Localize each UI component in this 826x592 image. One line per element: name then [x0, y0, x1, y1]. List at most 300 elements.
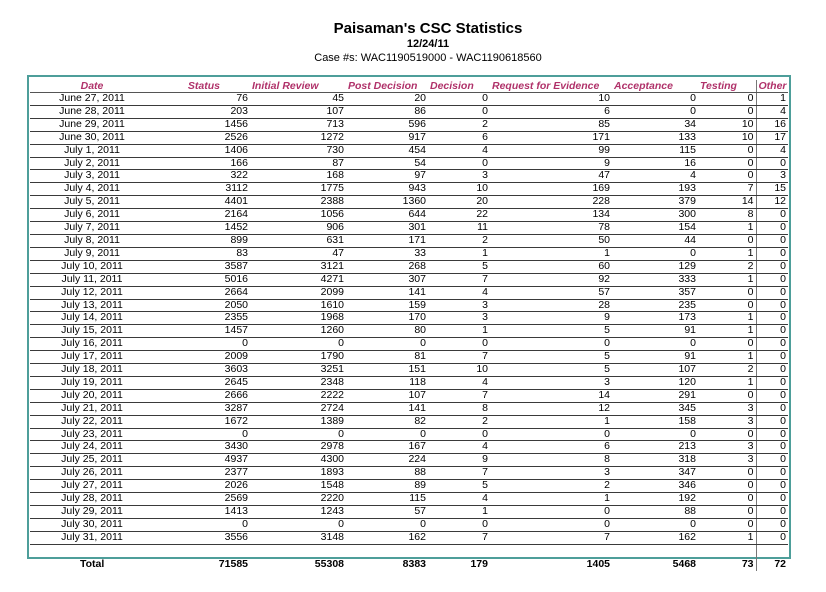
cell-date: July 26, 2011 [30, 467, 154, 480]
cell-date: July 19, 2011 [30, 376, 154, 389]
cell-status: 899 [154, 234, 250, 247]
cell-status: 0 [154, 428, 250, 441]
cell-testing: 0 [698, 299, 756, 312]
cell-rfe: 14 [490, 389, 612, 402]
table-row [30, 402, 788, 415]
cell-testing: 10 [698, 131, 756, 144]
cell-decision: 1 [428, 506, 490, 519]
cell-status: 76 [154, 93, 250, 106]
header-row [30, 80, 788, 93]
cell-rfe: 92 [490, 273, 612, 286]
cell-decision: 8 [428, 402, 490, 415]
cell-status: 5016 [154, 273, 250, 286]
cell-decision: 5 [428, 260, 490, 273]
cell-status: 2664 [154, 286, 250, 299]
cell-other: 0 [756, 428, 788, 441]
cell-testing: 0 [698, 105, 756, 118]
cell-date: July 8, 2011 [30, 234, 154, 247]
cell-acceptance: 120 [612, 376, 698, 389]
cell-initial-review: 87 [250, 157, 346, 170]
cell-rfe: 0 [490, 518, 612, 531]
cell-date: June 28, 2011 [30, 105, 154, 118]
cell-post-decision: 167 [346, 441, 428, 454]
table-row [30, 196, 788, 209]
table-row [30, 183, 788, 196]
cell-initial-review: 1790 [250, 351, 346, 364]
table-row [30, 93, 788, 106]
cell-decision: 20 [428, 196, 490, 209]
cell-status: 2026 [154, 480, 250, 493]
cell-date: July 11, 2011 [30, 273, 154, 286]
total-row [30, 557, 788, 571]
cell-rfe: 5 [490, 364, 612, 377]
cell-acceptance: 0 [612, 105, 698, 118]
cell-other: 0 [756, 376, 788, 389]
cell-rfe: 6 [490, 105, 612, 118]
cell-testing: 10 [698, 118, 756, 131]
cell-testing: 2 [698, 260, 756, 273]
cell-post-decision: 107 [346, 389, 428, 402]
table-row [30, 273, 788, 286]
col-header-status: Status [154, 80, 250, 93]
cell-decision: 0 [428, 428, 490, 441]
cell-initial-review: 0 [250, 338, 346, 351]
cell-acceptance: 193 [612, 183, 698, 196]
cell-post-decision: 644 [346, 209, 428, 222]
table-row [30, 428, 788, 441]
total-rfe: 1405 [586, 557, 610, 570]
table-row [30, 286, 788, 299]
cell-post-decision: 89 [346, 480, 428, 493]
cell-date: July 20, 2011 [30, 389, 154, 402]
cell-acceptance: 345 [612, 402, 698, 415]
cell-post-decision: 943 [346, 183, 428, 196]
cell-acceptance: 158 [612, 415, 698, 428]
cell-post-decision: 170 [346, 312, 428, 325]
cell-status: 2666 [154, 389, 250, 402]
cell-acceptance: 0 [612, 93, 698, 106]
cell-testing: 0 [698, 518, 756, 531]
cell-acceptance: 91 [612, 351, 698, 364]
cell-status: 2645 [154, 376, 250, 389]
cell-decision: 6 [428, 131, 490, 144]
cell-date: July 10, 2011 [30, 260, 154, 273]
cell-rfe: 99 [490, 144, 612, 157]
cell-rfe: 0 [490, 506, 612, 519]
cell-rfe: 1 [490, 247, 612, 260]
cell-date: July 4, 2011 [30, 183, 154, 196]
cell-acceptance: 192 [612, 493, 698, 506]
cell-post-decision: 224 [346, 454, 428, 467]
table-row [30, 222, 788, 235]
cell-rfe: 60 [490, 260, 612, 273]
cell-initial-review: 2348 [250, 376, 346, 389]
cell-status: 2009 [154, 351, 250, 364]
cell-testing: 0 [698, 234, 756, 247]
cell-initial-review: 1260 [250, 325, 346, 338]
cell-other: 16 [756, 118, 788, 131]
cell-testing: 0 [698, 93, 756, 106]
cell-status: 1456 [154, 118, 250, 131]
cell-other: 0 [756, 247, 788, 260]
cell-other: 0 [756, 467, 788, 480]
cell-post-decision: 33 [346, 247, 428, 260]
total-acceptance: 5468 [672, 557, 696, 570]
cell-date: July 13, 2011 [30, 299, 154, 312]
cell-acceptance: 162 [612, 531, 698, 544]
cell-date: July 21, 2011 [30, 402, 154, 415]
cell-status: 1452 [154, 222, 250, 235]
cell-date: July 3, 2011 [30, 170, 154, 183]
cell-testing: 1 [698, 222, 756, 235]
cell-post-decision: 0 [346, 428, 428, 441]
cell-testing: 3 [698, 454, 756, 467]
cell-date: July 28, 2011 [30, 493, 154, 506]
cell-other: 0 [756, 338, 788, 351]
col-header-testing: Testing [698, 80, 756, 93]
cell-decision: 4 [428, 376, 490, 389]
cell-decision: 4 [428, 144, 490, 157]
cell-rfe: 1 [490, 415, 612, 428]
case-range: Case #s: WAC1190519000 - WAC1190618560 [314, 52, 542, 64]
cell-testing: 8 [698, 209, 756, 222]
cell-acceptance: 91 [612, 325, 698, 338]
total-post-decision: 8383 [402, 557, 426, 570]
cell-other: 15 [756, 183, 788, 196]
cell-initial-review: 1893 [250, 467, 346, 480]
cell-post-decision: 0 [346, 338, 428, 351]
table-row [30, 312, 788, 325]
cell-status: 1457 [154, 325, 250, 338]
cell-post-decision: 301 [346, 222, 428, 235]
table-row [30, 441, 788, 454]
cell-rfe: 228 [490, 196, 612, 209]
cell-initial-review: 1548 [250, 480, 346, 493]
cell-initial-review: 2099 [250, 286, 346, 299]
cell-initial-review: 3121 [250, 260, 346, 273]
cell-decision: 10 [428, 183, 490, 196]
cell-post-decision: 115 [346, 493, 428, 506]
cell-rfe: 1 [490, 493, 612, 506]
cell-other: 0 [756, 480, 788, 493]
table-row [30, 389, 788, 402]
cell-date: July 22, 2011 [30, 415, 154, 428]
cell-acceptance: 213 [612, 441, 698, 454]
table-row [30, 234, 788, 247]
cell-post-decision: 917 [346, 131, 428, 144]
cell-testing: 0 [698, 506, 756, 519]
cell-initial-review: 0 [250, 518, 346, 531]
cell-post-decision: 162 [346, 531, 428, 544]
cell-post-decision: 454 [346, 144, 428, 157]
cell-initial-review: 2724 [250, 402, 346, 415]
cell-initial-review: 2222 [250, 389, 346, 402]
cell-acceptance: 357 [612, 286, 698, 299]
cell-date: June 30, 2011 [30, 131, 154, 144]
cell-other: 0 [756, 157, 788, 170]
cell-testing: 0 [698, 480, 756, 493]
table-row [30, 415, 788, 428]
total-other: 72 [756, 557, 788, 571]
table-row [30, 209, 788, 222]
cell-status: 2569 [154, 493, 250, 506]
cell-initial-review: 47 [250, 247, 346, 260]
cell-testing: 0 [698, 144, 756, 157]
cell-decision: 9 [428, 454, 490, 467]
cell-other: 0 [756, 299, 788, 312]
cell-other: 0 [756, 260, 788, 273]
cell-acceptance: 34 [612, 118, 698, 131]
cell-other: 0 [756, 234, 788, 247]
cell-date: July 25, 2011 [30, 454, 154, 467]
total-label: Total [80, 557, 105, 570]
cell-other: 0 [756, 441, 788, 454]
cell-other: 0 [756, 531, 788, 544]
cell-acceptance: 16 [612, 157, 698, 170]
cell-testing: 3 [698, 402, 756, 415]
table-row [30, 518, 788, 531]
cell-rfe: 9 [490, 157, 612, 170]
cell-testing: 0 [698, 493, 756, 506]
cell-status: 2164 [154, 209, 250, 222]
cell-rfe: 28 [490, 299, 612, 312]
col-header-other: Other [756, 80, 788, 93]
cell-other: 1 [756, 93, 788, 106]
cell-date: July 31, 2011 [30, 531, 154, 544]
cell-decision: 2 [428, 234, 490, 247]
report-header [0, 20, 826, 65]
cell-testing: 2 [698, 364, 756, 377]
cell-acceptance: 291 [612, 389, 698, 402]
cell-acceptance: 133 [612, 131, 698, 144]
col-header-decision: Decision [428, 80, 490, 93]
cell-decision: 3 [428, 312, 490, 325]
cell-status: 2355 [154, 312, 250, 325]
cell-initial-review: 730 [250, 144, 346, 157]
cell-initial-review: 4300 [250, 454, 346, 467]
cell-post-decision: 268 [346, 260, 428, 273]
cell-decision: 4 [428, 493, 490, 506]
table-row [30, 144, 788, 157]
statistics-table [30, 80, 788, 571]
cell-date: July 9, 2011 [30, 247, 154, 260]
cell-post-decision: 141 [346, 286, 428, 299]
cell-acceptance: 318 [612, 454, 698, 467]
cell-initial-review: 631 [250, 234, 346, 247]
cell-acceptance: 44 [612, 234, 698, 247]
cell-decision: 4 [428, 286, 490, 299]
total-status: 71585 [218, 557, 248, 570]
report-date: 12/24/11 [406, 38, 450, 50]
cell-testing: 3 [698, 415, 756, 428]
cell-other: 0 [756, 222, 788, 235]
cell-status: 4401 [154, 196, 250, 209]
cell-testing: 3 [698, 441, 756, 454]
cell-rfe: 10 [490, 93, 612, 106]
cell-decision: 0 [428, 105, 490, 118]
cell-rfe: 12 [490, 402, 612, 415]
cell-post-decision: 118 [346, 376, 428, 389]
table-row [30, 506, 788, 519]
cell-date: July 12, 2011 [30, 286, 154, 299]
col-header-date: Date [30, 80, 154, 93]
cell-testing: 7 [698, 183, 756, 196]
cell-rfe: 0 [490, 338, 612, 351]
cell-other: 3 [756, 170, 788, 183]
cell-status: 4937 [154, 454, 250, 467]
cell-date: June 27, 2011 [30, 93, 154, 106]
cell-status: 0 [154, 338, 250, 351]
cell-decision: 7 [428, 531, 490, 544]
cell-date: July 17, 2011 [30, 351, 154, 364]
cell-date: July 5, 2011 [30, 196, 154, 209]
table-row [30, 131, 788, 144]
cell-testing: 1 [698, 312, 756, 325]
cell-rfe: 57 [490, 286, 612, 299]
cell-post-decision: 0 [346, 518, 428, 531]
cell-other: 0 [756, 286, 788, 299]
cell-status: 0 [154, 518, 250, 531]
cell-testing: 1 [698, 325, 756, 338]
cell-initial-review: 45 [250, 93, 346, 106]
cell-status: 3603 [154, 364, 250, 377]
cell-decision: 5 [428, 480, 490, 493]
cell-decision: 7 [428, 467, 490, 480]
cell-other: 0 [756, 273, 788, 286]
cell-decision: 1 [428, 247, 490, 260]
cell-other: 17 [756, 131, 788, 144]
cell-initial-review: 1610 [250, 299, 346, 312]
cell-rfe: 8 [490, 454, 612, 467]
cell-decision: 3 [428, 170, 490, 183]
cell-date: July 29, 2011 [30, 506, 154, 519]
cell-status: 2050 [154, 299, 250, 312]
cell-decision: 11 [428, 222, 490, 235]
cell-testing: 1 [698, 351, 756, 364]
cell-initial-review: 2388 [250, 196, 346, 209]
cell-acceptance: 0 [612, 428, 698, 441]
cell-decision: 3 [428, 299, 490, 312]
cell-initial-review: 0 [250, 428, 346, 441]
cell-rfe: 50 [490, 234, 612, 247]
cell-rfe: 134 [490, 209, 612, 222]
cell-date: July 1, 2011 [30, 144, 154, 157]
cell-other: 0 [756, 402, 788, 415]
cell-acceptance: 0 [612, 338, 698, 351]
cell-date: July 16, 2011 [30, 338, 154, 351]
total-initial-review: 55308 [314, 557, 344, 570]
cell-other: 0 [756, 415, 788, 428]
cell-acceptance: 379 [612, 196, 698, 209]
cell-decision: 2 [428, 118, 490, 131]
cell-post-decision: 20 [346, 93, 428, 106]
cell-status: 1406 [154, 144, 250, 157]
cell-other: 0 [756, 493, 788, 506]
table-row [30, 157, 788, 170]
table-row [30, 351, 788, 364]
cell-status: 3430 [154, 441, 250, 454]
cell-status: 166 [154, 157, 250, 170]
cell-rfe: 85 [490, 118, 612, 131]
cell-decision: 4 [428, 441, 490, 454]
cell-initial-review: 3251 [250, 364, 346, 377]
cell-acceptance: 333 [612, 273, 698, 286]
statistics-frame [27, 75, 791, 570]
cell-post-decision: 151 [346, 364, 428, 377]
cell-initial-review: 1272 [250, 131, 346, 144]
cell-acceptance: 347 [612, 467, 698, 480]
cell-rfe: 6 [490, 441, 612, 454]
cell-rfe: 3 [490, 467, 612, 480]
table-row [30, 480, 788, 493]
col-header-rfe: Request for Evidence [490, 80, 612, 93]
cell-date: July 18, 2011 [30, 364, 154, 377]
cell-date: July 23, 2011 [30, 428, 154, 441]
cell-other: 0 [756, 325, 788, 338]
cell-other: 0 [756, 389, 788, 402]
table-row [30, 376, 788, 389]
cell-post-decision: 80 [346, 325, 428, 338]
cell-initial-review: 2220 [250, 493, 346, 506]
cell-initial-review: 1775 [250, 183, 346, 196]
table-row [30, 325, 788, 338]
spacer-row [30, 544, 788, 557]
cell-initial-review: 107 [250, 105, 346, 118]
cell-post-decision: 86 [346, 105, 428, 118]
cell-date: July 24, 2011 [30, 441, 154, 454]
cell-post-decision: 1360 [346, 196, 428, 209]
cell-rfe: 171 [490, 131, 612, 144]
col-header-initial-review: Initial Review [250, 80, 346, 93]
cell-date: July 30, 2011 [30, 518, 154, 531]
cell-testing: 0 [698, 389, 756, 402]
cell-initial-review: 4271 [250, 273, 346, 286]
cell-status: 83 [154, 247, 250, 260]
cell-decision: 0 [428, 338, 490, 351]
cell-initial-review: 1968 [250, 312, 346, 325]
cell-rfe: 2 [490, 480, 612, 493]
cell-status: 3112 [154, 183, 250, 196]
cell-decision: 10 [428, 364, 490, 377]
cell-testing: 0 [698, 428, 756, 441]
cell-post-decision: 57 [346, 506, 428, 519]
table-row [30, 493, 788, 506]
cell-status: 322 [154, 170, 250, 183]
cell-testing: 0 [698, 467, 756, 480]
cell-post-decision: 171 [346, 234, 428, 247]
cell-status: 3556 [154, 531, 250, 544]
cell-rfe: 169 [490, 183, 612, 196]
cell-rfe: 47 [490, 170, 612, 183]
table-row [30, 118, 788, 131]
cell-decision: 7 [428, 389, 490, 402]
cell-status: 1413 [154, 506, 250, 519]
cell-rfe: 7 [490, 531, 612, 544]
cell-testing: 0 [698, 338, 756, 351]
cell-date: July 6, 2011 [30, 209, 154, 222]
cell-initial-review: 713 [250, 118, 346, 131]
cell-post-decision: 159 [346, 299, 428, 312]
cell-acceptance: 0 [612, 518, 698, 531]
cell-other: 4 [756, 144, 788, 157]
cell-testing: 1 [698, 531, 756, 544]
cell-acceptance: 115 [612, 144, 698, 157]
table-row [30, 247, 788, 260]
cell-status: 2526 [154, 131, 250, 144]
cell-post-decision: 141 [346, 402, 428, 415]
cell-date: July 27, 2011 [30, 480, 154, 493]
cell-acceptance: 173 [612, 312, 698, 325]
